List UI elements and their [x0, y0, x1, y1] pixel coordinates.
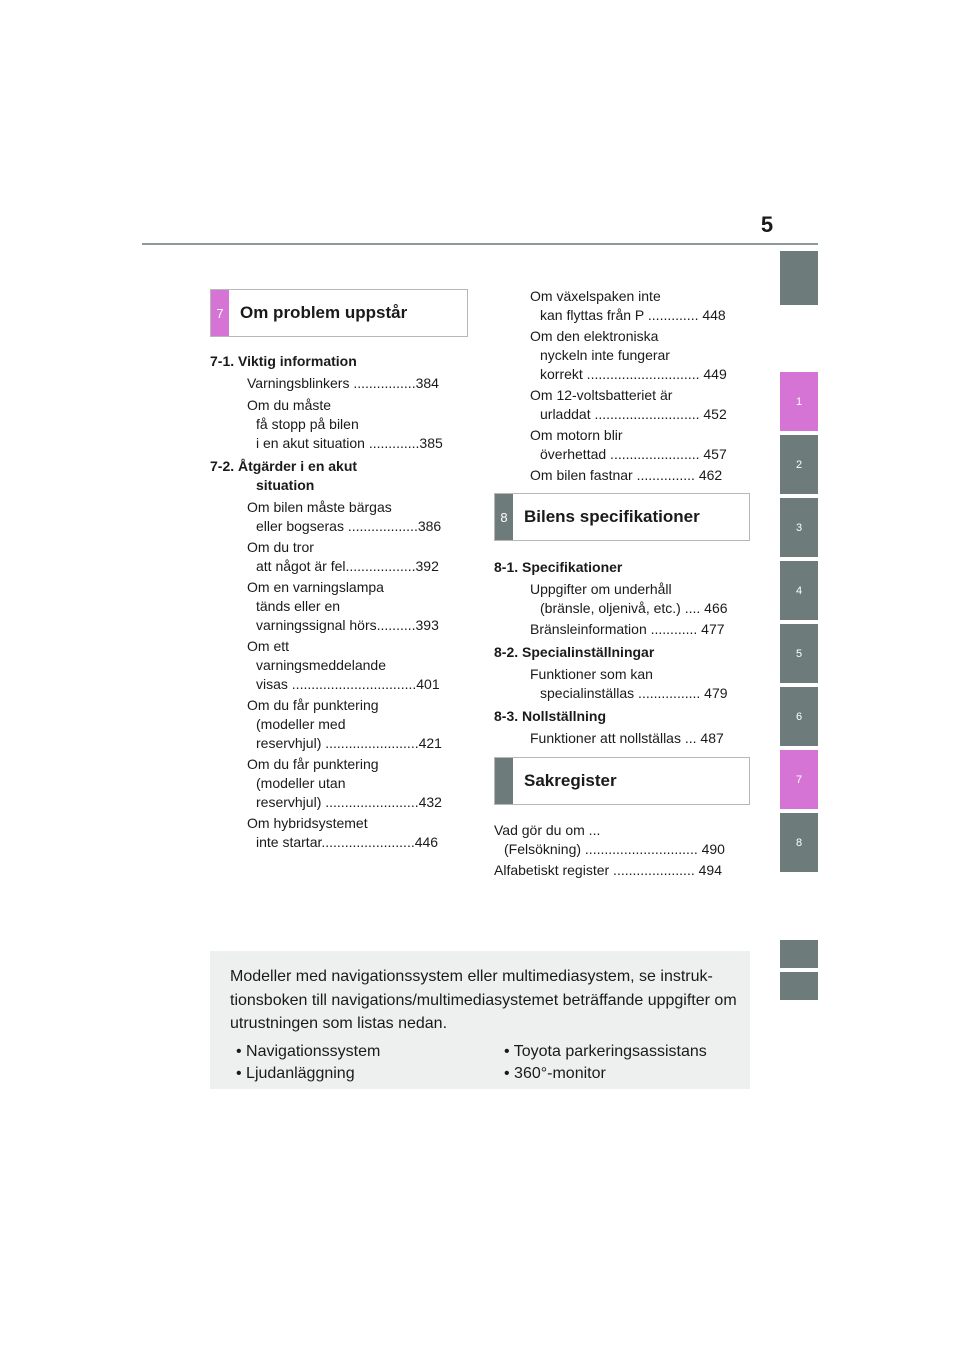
- toc-entry[interactable]: Uppgifter om underhåll: [530, 581, 672, 597]
- toc-entry-cont: inte startar........................446: [256, 834, 439, 850]
- section-8-number: 8: [495, 494, 513, 540]
- toc-entry[interactable]: Varningsblinkers ................384: [247, 375, 439, 391]
- toc-entry-cont: (bränsle, oljenivå, etc.) .... 466: [540, 600, 728, 616]
- toc-entry[interactable]: Vad gör du om ...: [494, 822, 601, 838]
- toc-entry-cont: överhettad ....................... 457: [540, 446, 727, 462]
- toc-entry-cont: urladdat ........................... 452: [540, 406, 727, 422]
- toc-entry[interactable]: Om du tror: [247, 539, 314, 555]
- toc-entry-cont: specialinställas ................ 479: [540, 685, 728, 701]
- toc-entry-cont: få stopp på bilen: [256, 416, 359, 432]
- chapter-tab-6[interactable]: 6: [780, 687, 818, 746]
- toc-7-1-title[interactable]: 7-1. Viktig information: [210, 353, 357, 369]
- toc-entry-cont: reservhjul) ........................421: [256, 735, 442, 751]
- section-8-title: Bilens specifikationer: [524, 507, 700, 526]
- section-7-header: [210, 289, 468, 337]
- bullet-item: • Ljudanläggning: [236, 1065, 355, 1082]
- toc-entry-cont: korrekt ............................. 449: [540, 366, 727, 382]
- bullet-item: • Navigationssystem: [236, 1043, 381, 1060]
- toc-entry-cont: varningsmeddelande: [256, 657, 386, 673]
- page-number: 5: [760, 212, 774, 237]
- bullet-item: • 360°-monitor: [504, 1065, 606, 1082]
- toc-entry[interactable]: Om hybridsystemet: [247, 815, 368, 831]
- chapter-tab-blank-top[interactable]: [780, 251, 818, 305]
- toc-entry[interactable]: Om bilen måste bärgas: [247, 499, 392, 515]
- chapter-tab-3[interactable]: 3: [780, 498, 818, 557]
- chapter-tab-1[interactable]: 1: [780, 372, 818, 431]
- toc-entry[interactable]: Om den elektroniska: [530, 328, 659, 344]
- toc-entry[interactable]: Bränsleinformation ............ 477: [530, 621, 725, 637]
- toc-entry[interactable]: Om bilen fastnar ............... 462: [530, 467, 723, 483]
- index-header: [494, 757, 750, 805]
- toc-entry-cont: varningssignal hörs..........393: [256, 617, 439, 633]
- toc-entry-cont: (modeller med: [256, 716, 346, 732]
- section-7-title: Om problem uppstår: [240, 303, 408, 322]
- toc-entry[interactable]: Alfabetiskt register ..................... 494: [494, 862, 722, 878]
- chapter-tab-5[interactable]: 5: [780, 624, 818, 683]
- toc-entry-cont: nyckeln inte fungerar: [540, 347, 670, 363]
- toc-entry[interactable]: Om du får punktering: [247, 697, 379, 713]
- note-text: Modeller med navigationssystem eller multimediasystem, se instruk-tionsboken till navigations/multimediasystemet beträffande uppgifter om utrustningen som listas nedan.: [230, 968, 737, 1032]
- toc-entry-cont: tänds eller en: [256, 598, 341, 614]
- toc-8-3-title[interactable]: 8-3. Nollställning: [494, 708, 607, 724]
- toc-entry[interactable]: Om en varningslampa: [247, 579, 384, 595]
- toc-entry[interactable]: Funktioner som kan: [530, 666, 653, 682]
- chapter-tab-blank-bottom-2[interactable]: [780, 972, 818, 1000]
- bullet-item: • Toyota parkeringsassistans: [504, 1043, 707, 1060]
- toc-entry[interactable]: Om ett: [247, 638, 290, 654]
- toc-7-2-title[interactable]: 7-2. Åtgärder i en akut: [210, 458, 358, 474]
- index-marker: [495, 758, 513, 804]
- chapter-tab-blank-bottom-1[interactable]: [780, 940, 818, 968]
- toc-entry-cont: reservhjul) ........................432: [256, 794, 442, 810]
- toc-entry-cont: i en akut situation .............385: [256, 435, 443, 451]
- header-rule: [142, 243, 818, 245]
- toc-8-1-title[interactable]: 8-1. Specifikationer: [494, 559, 623, 575]
- toc-entry-cont: (modeller utan: [256, 775, 346, 791]
- toc-8-2-title[interactable]: 8-2. Specialinställningar: [494, 644, 655, 660]
- section-7-number: 7: [211, 290, 229, 336]
- chapter-tab-4[interactable]: 4: [780, 561, 818, 620]
- chapter-tab-2[interactable]: 2: [780, 435, 818, 494]
- navigation-note-box: [210, 951, 750, 1089]
- toc-entry-cont: (Felsökning) ............................. 490: [504, 841, 725, 857]
- toc-entry-cont: kan flyttas från P ............. 448: [540, 307, 726, 323]
- toc-entry[interactable]: Om motorn blir: [530, 427, 623, 443]
- toc-entry[interactable]: Om 12-voltsbatteriet är: [530, 387, 673, 403]
- toc-entry[interactable]: Funktioner att nollställas ... 487: [530, 730, 724, 746]
- toc-entry[interactable]: Om du måste: [247, 397, 332, 413]
- index-title: Sakregister: [524, 771, 617, 790]
- toc-7-2-title-cont: situation: [256, 477, 315, 493]
- section-8-header: [494, 493, 750, 541]
- toc-entry-cont: att något är fel..................392: [256, 558, 439, 574]
- toc-entry-cont: eller bogseras ..................386: [256, 518, 442, 534]
- toc-entry-cont: visas ................................401: [256, 676, 440, 692]
- chapter-tab-7[interactable]: 7: [780, 750, 818, 809]
- toc-entry[interactable]: Om växelspaken inte: [530, 288, 661, 304]
- toc-entry[interactable]: Om du får punktering: [247, 756, 379, 772]
- chapter-tab-8[interactable]: 8: [780, 813, 818, 872]
